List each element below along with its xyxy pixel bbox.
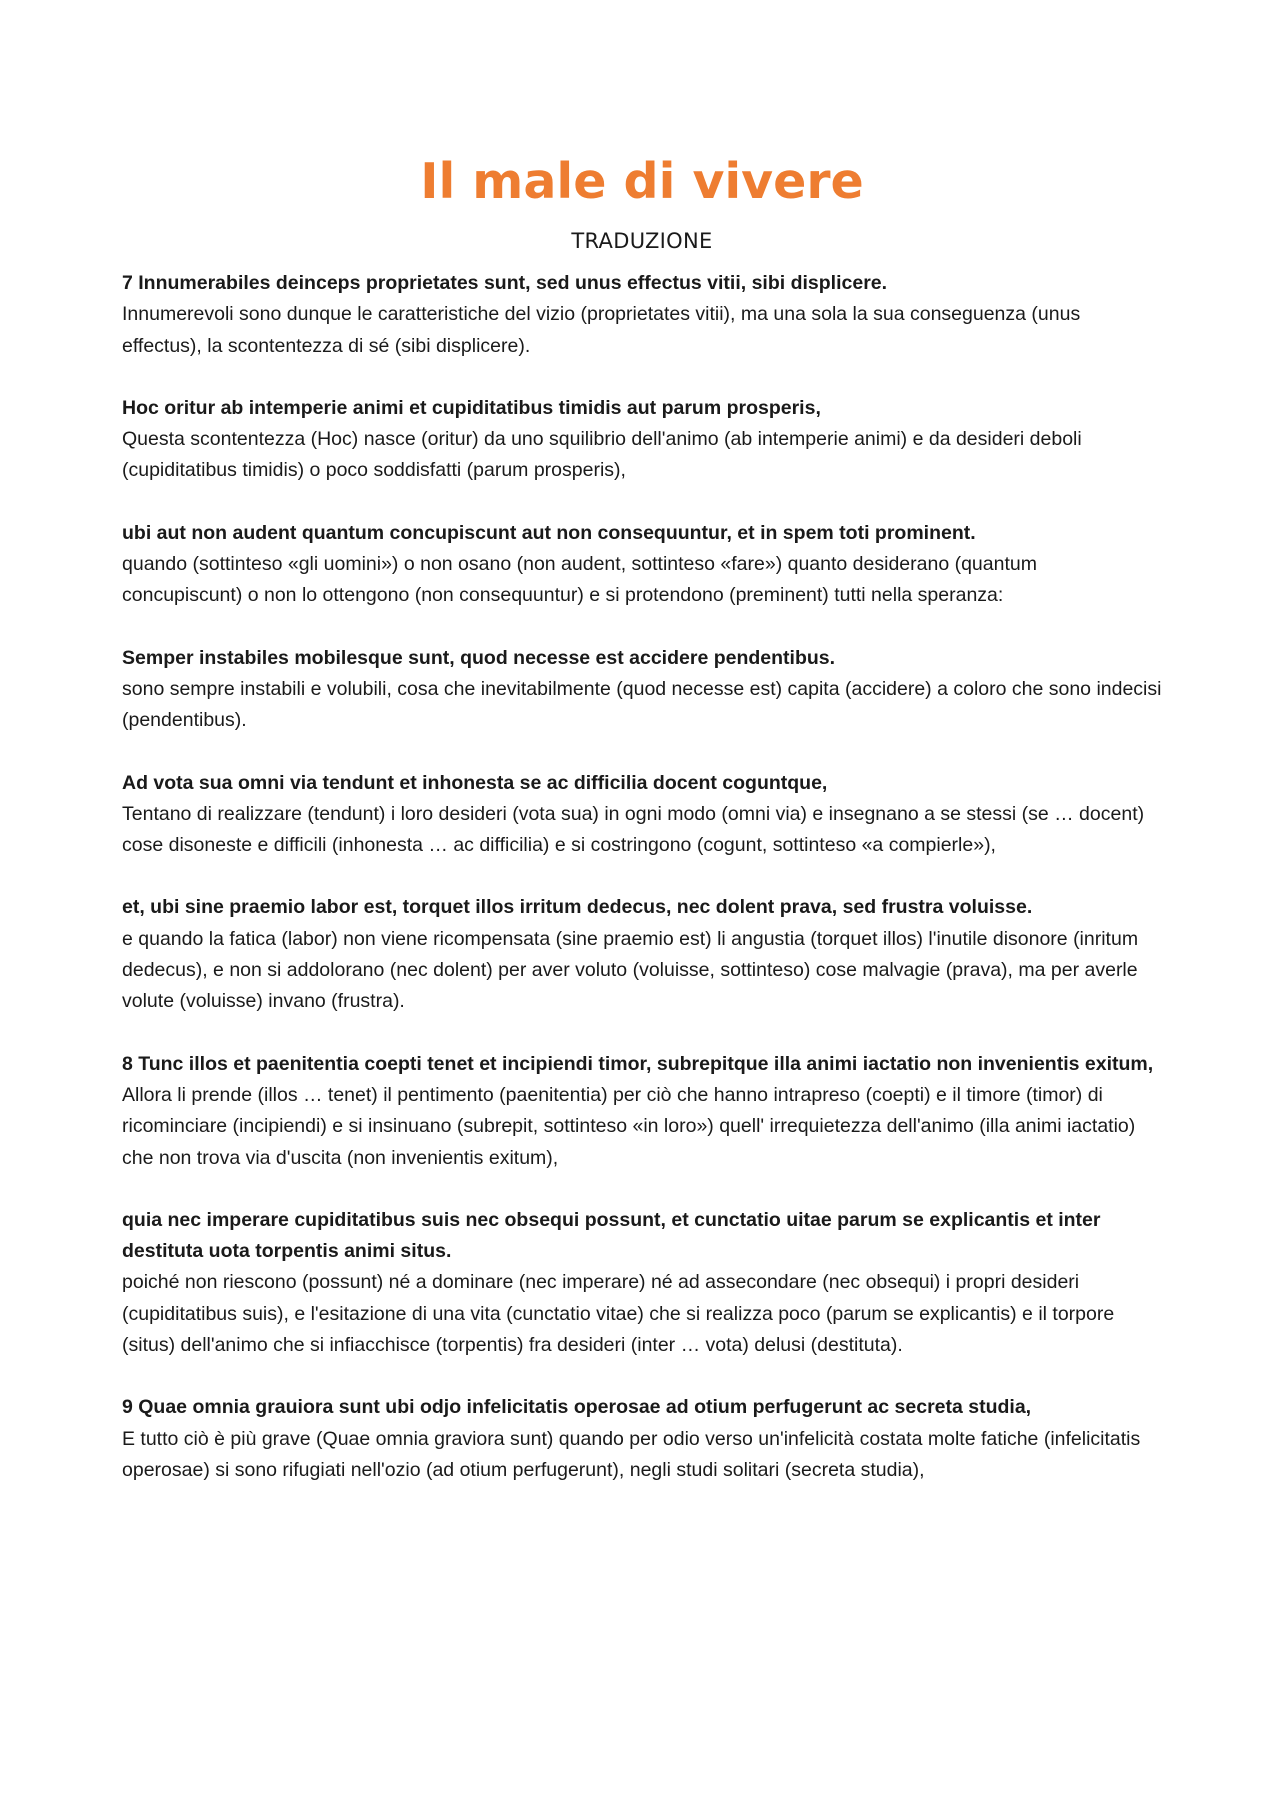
latin-text: quia nec imperare cupiditatibus suis nec obsequi possunt, et cunctatio uitae parum se explicantis et inter destituta uota torpentis animi situs. bbox=[122, 1208, 1101, 1263]
italian-translation: quando (sottinteso «gli uomini») o non osano (non audent, sottinteso «fare») quanto desiderano (quantum concupiscunt) o non lo ottengono (non consequuntur) e si protendono (preminent) tutti nella speranza: bbox=[122, 553, 1037, 607]
italian-translation: poiché non riescono (possunt) né a dominare (nec imperare) né ad assecondare (nec obsequi) i propri desideri (cupiditatibus suis), e l'esitazione di una vita (cunctatio vitae) che si realizza poco (parum se explicantis) e il torpore (situs) dell'animo che si infiacchisce (torpentis) fra desideri (inter … vota) delusi (destituta). bbox=[122, 1271, 1115, 1357]
italian-translation: e quando la fatica (labor) non viene ricompensata (sine praemio est) li angustia (torquet illos) l'inutile disonore (inritum dedecus), e non si addolorano (nec dolent) per aver voluto (voluisse, sottinteso) cose malvagie (prava), ma per averle volute (voluisse) invano (frustra). bbox=[122, 927, 1139, 1013]
passage bbox=[122, 268, 1162, 362]
latin-text: 9 Quae omnia grauiora sunt ubi odjo infelicitatis operosae ad otium perfugerunt ac secreta studia, bbox=[122, 1396, 1032, 1419]
italian-translation: sono sempre instabili e volubili, cosa che inevitabilmente (quod necesse est) capita (accidere) a coloro che sono indecisi (pendentibus). bbox=[122, 677, 1162, 732]
latin-text: 8 Tunc illos et paenitentia coepti tenet et incipiendi timor, subrepitque illa animi iactatio non invenientis exitum, bbox=[122, 1052, 1154, 1075]
latin-text: Semper instabiles mobilesque sunt, quod necesse est accidere pendentibus. bbox=[122, 646, 836, 669]
page-subtitle: TRADUZIONE bbox=[571, 229, 713, 253]
passage bbox=[122, 643, 1162, 737]
italian-translation: E tutto ciò è più grave (Quae omnia graviora sunt) quando per odio verso un'infelicità costata molte fatiche (infelicitatis operosae) si sono rifugiati nell'ozio (ad otium perfugerunt), negli studi solitari (secreta studia), bbox=[122, 1427, 1141, 1481]
passage bbox=[122, 1392, 1162, 1486]
passage bbox=[122, 518, 1162, 612]
italian-translation: Tentano di realizzare (tendunt) i loro desideri (vota sua) in ogni modo (omni via) e insegnano a se stessi (se … docent) cose disoneste e difficili (inhonesta … ac difficilia) e si costringono (cogunt, sottinteso «a compierle»), bbox=[122, 802, 1145, 857]
italian-translation: Questa scontentezza (Hoc) nasce (oritur) da uno squilibrio dell'animo (ab intemperie animi) e da desideri deboli (cupiditatibus timidis) o poco soddisfatti (parum prosperis), bbox=[122, 428, 1082, 482]
latin-text: et, ubi sine praemio labor est, torquet illos irritum dedecus, nec dolent prava, sed frustra voluisse. bbox=[122, 896, 1033, 919]
italian-translation: Allora li prende (illos … tenet) il pentimento (paenitentia) per ciò che hanno intrapreso (coepti) e il timore (timor) di ricominciare (incipiendi) e si insinuano (subrepit, sottinteso «in loro») quell' irrequietezza dell'animo (illa animi iactatio) che non trova via d'uscita (non invenientis exitum), bbox=[122, 1083, 1136, 1169]
passage bbox=[122, 892, 1162, 1017]
passage bbox=[122, 1205, 1162, 1361]
page-title: Il male di vivere bbox=[420, 153, 864, 210]
latin-text: 7 Innumerabiles deinceps proprietates sunt, sed unus effectus vitii, sibi displicere. bbox=[122, 272, 888, 294]
italian-translation: Innumerevoli sono dunque le caratteristiche del vizio (proprietates vitii), ma una sola la sua conseguenza (unus effectus), la scontentezza di sé (sibi displicere). bbox=[122, 303, 1081, 357]
latin-text: Hoc oritur ab intemperie animi et cupiditatibus timidis aut parum prosperis, bbox=[122, 396, 821, 419]
passage bbox=[122, 768, 1162, 862]
passage bbox=[122, 393, 1162, 487]
latin-text: Ad vota sua omni via tendunt et inhonesta se ac difficilia docent coguntque, bbox=[122, 771, 828, 794]
latin-text: ubi aut non audent quantum concupiscunt aut non consequuntur, et in spem toti prominent. bbox=[122, 521, 976, 544]
passage bbox=[122, 1049, 1162, 1174]
